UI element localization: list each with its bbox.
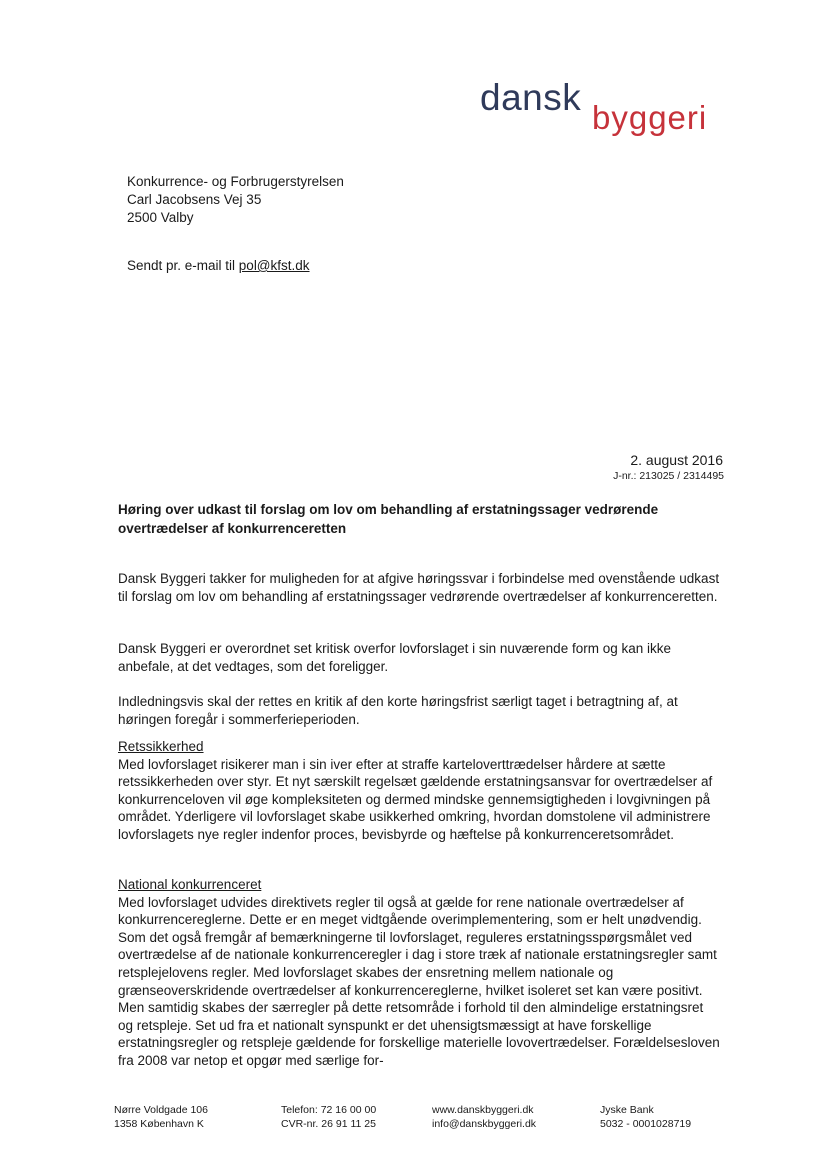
recipient-name: Konkurrence- og Forbrugerstyrelsen bbox=[127, 174, 344, 189]
footer-bank-name: Jyske Bank bbox=[600, 1104, 654, 1116]
journal-number: J-nr.: 213025 / 2314495 bbox=[613, 470, 724, 482]
sent-prefix: Sendt pr. e-mail til bbox=[127, 258, 239, 273]
footer-website[interactable]: www.danskbyggeri.dk bbox=[432, 1104, 534, 1116]
section-national-konkurrenceret bbox=[118, 876, 720, 1070]
logo-word-byggeri: byggeri bbox=[592, 99, 708, 136]
section-heading: National konkurrenceret bbox=[118, 877, 262, 892]
recipient-city: 2500 Valby bbox=[127, 210, 194, 225]
letter-date: 2. august 2016 bbox=[630, 452, 723, 468]
footer-bank-account: 5032 - 0001028719 bbox=[600, 1118, 692, 1130]
footer-bank bbox=[600, 1103, 691, 1131]
letter-subject: Høring over udkast til forslag om lov om behandling af erstatningssager vedrørende overtrædelser af konkurrenceretten bbox=[118, 502, 659, 536]
logo-word-dansk: dansk bbox=[480, 77, 582, 118]
footer-phone: Telefon: 72 16 00 00 bbox=[281, 1104, 377, 1116]
footer-city: 1358 København K bbox=[114, 1118, 204, 1130]
recipient-address bbox=[127, 173, 344, 227]
recipient-street: Carl Jacobsens Vej 35 bbox=[127, 192, 262, 207]
footer-street: Nørre Voldgade 106 bbox=[114, 1104, 208, 1116]
footer-web bbox=[432, 1103, 536, 1131]
footer-email[interactable]: info@danskbyggeri.dk bbox=[432, 1118, 537, 1130]
sent-by-email-line bbox=[127, 258, 310, 273]
section-retssikkerhed bbox=[118, 738, 720, 844]
section-text: Med lovforslaget risikerer man i sin iver efter at straffe karteloverttrædelser hårdere at sætte retssikkerheden over styr. Et nyt særskilt regelsæt gældende erstatningsansvar for overtrædelser af konkurrenceloven vil øge kompleksiteten og dermed mindske gennemsigtigheden i lovgivningen på området. Yderligere vil lovforslaget skabe usikkerhed omkring, hvordan domstolene vil administrere lovforslagets nye regler indenfor proces, bevisbyrde og hæftelse på konkurrenceretsområdet. bbox=[118, 756, 713, 842]
paragraph-deadline: Indledningsvis skal der rettes en kritik af den korte høringsfrist særligt taget i betragtning af, at høringen foregår i sommerferieperioden. bbox=[118, 694, 678, 727]
paragraph-position: Dansk Byggeri er overordnet set kritisk overfor lovforslaget i sin nuværende form og kan ikke anbefale, at det vedtages, som det foreligger. bbox=[118, 641, 671, 674]
footer-cvr: CVR-nr. 26 91 11 25 bbox=[281, 1118, 376, 1130]
section-text: Med lovforslaget udvides direktivets regler til også at gælde for rene nationale overtrædelser af konkurrencereglerne. Dette er en meget vidtgående overimplementering, som er helt unødvendig. Som det også fremgår af bemærkningerne til lovforslaget, reguleres erstatningsspørgsmålet ved overtrædelse af de nationale konkurrenceregler i dag i store træk af nationale erstatningsregler samt retsplejelovens regler. Med lovforslaget skabes der ensretning mellem nationale og grænseoverskridende overtrædelser af konkurrencereglerne, hvilket isoleret set kan være positivt. Men samtidig skabes der særregler på dette retsområde i forhold til den almindelige erstatningsret og retspleje. Set ud fra et nationalt synspunkt er det uhensigtsmæssigt at have forskellige erstatningsregler og retspleje gældende for forskellige materielle lovovertrædelser. Forældelsesloven fra 2008 var netop et opgør med særlige for- bbox=[118, 894, 720, 1068]
email-link[interactable]: pol@kfst.dk bbox=[238, 258, 310, 273]
footer-contact bbox=[281, 1103, 376, 1131]
paragraph-intro: Dansk Byggeri takker for muligheden for at afgive høringssvar i forbindelse med ovenstående udkast til forslag om lov om behandling af erstatningssager vedrørende overtrædelser af konkurrenceretten. bbox=[118, 571, 720, 604]
dansk-byggeri-logo bbox=[480, 78, 740, 148]
footer-address bbox=[114, 1103, 208, 1131]
section-heading: Retssikkerhed bbox=[118, 739, 204, 754]
